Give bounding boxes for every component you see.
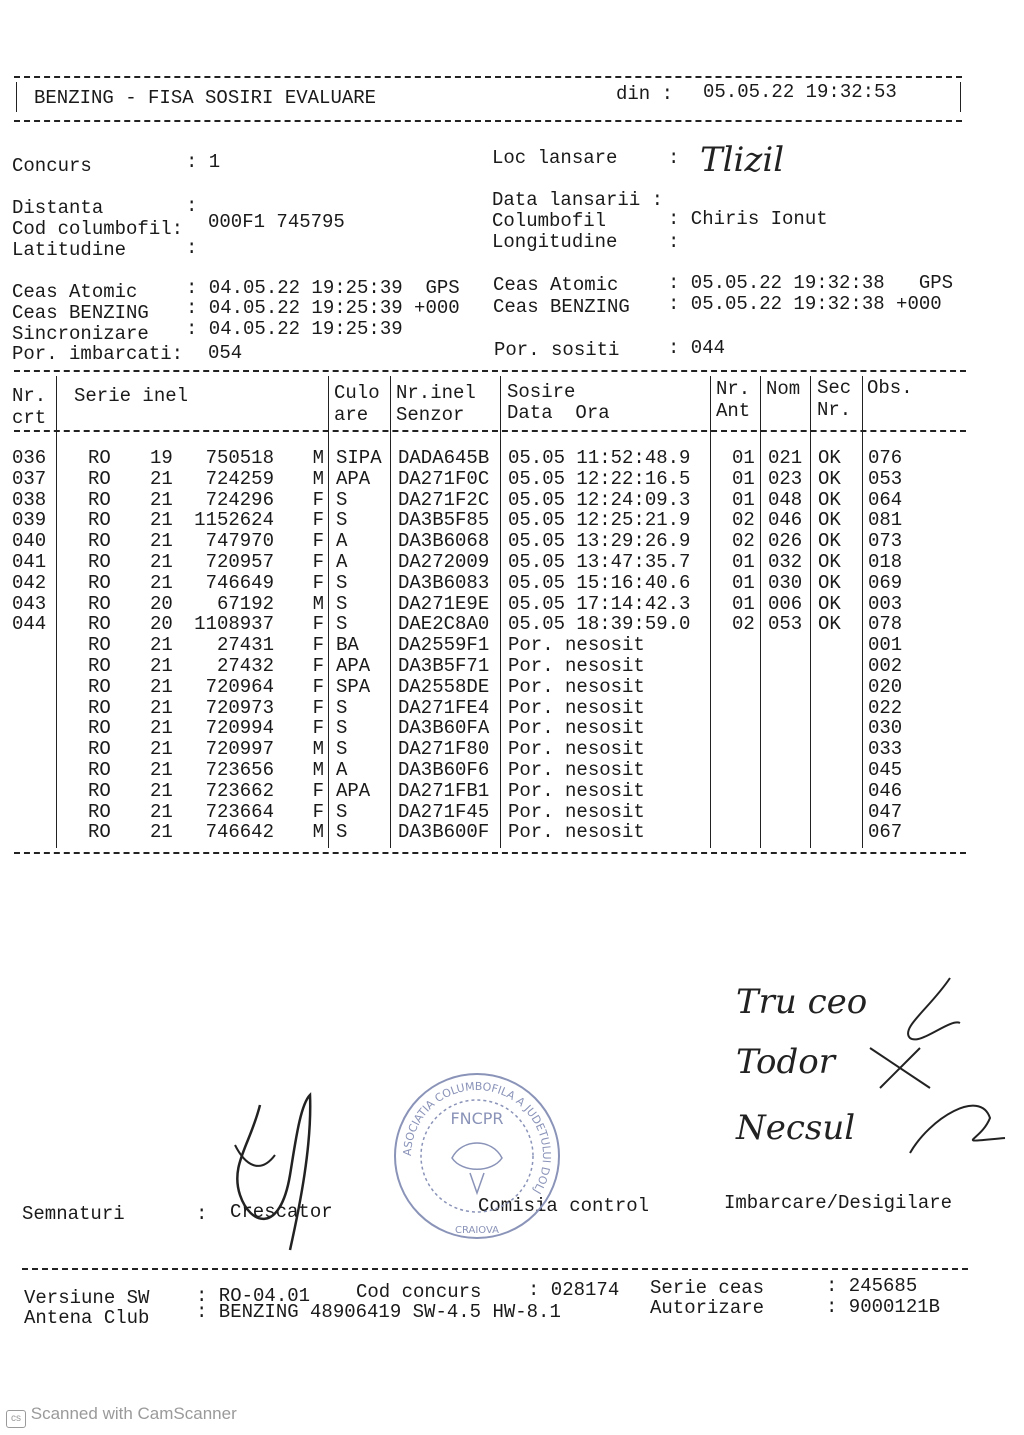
camscanner-text: Scanned with CamScanner [30,1404,237,1423]
cell-culoare: A [336,551,348,573]
cell-sex: F [312,675,324,698]
table-row [0,718,1024,739]
cell-sosire: 05.05 13:29:26.9 [508,530,691,553]
stamp-bottom-text: CRAIOVA [454,1225,500,1236]
sositi-value: : 044 [668,337,726,359]
cell-culoare: S [336,800,348,823]
cell-tara: RO [88,779,111,802]
latitudine-label: Latitudine [12,239,127,261]
cell-senzor: DA3B60FA [398,717,490,740]
cell-sosire: Por. nesosit [508,717,645,740]
stamp-ring-text: ASOCIATIA COLUMBOFILA A JUDETULUI DOLJ [400,1079,554,1197]
serie-ceas-label: Serie ceas [650,1277,765,1299]
cell-sex: M [312,738,324,761]
cell-obs: 069 [868,571,903,594]
cell-senzor: DA271F80 [398,738,490,761]
cell-culoare: S [336,571,348,594]
cell-tara: RO [88,571,111,594]
cell-nr: 1152624 [194,509,274,532]
cell-senzor: DA271F45 [398,800,490,823]
cell-an: 21 [150,800,173,823]
header-left-rule [16,82,17,112]
table-top-rule [14,370,966,372]
cell-senzor: DA2558DE [398,675,490,698]
table-row [0,614,1024,635]
cell-nr: 723662 [205,779,274,802]
cell-sosire: 05.05 13:47:35.7 [508,551,691,573]
cell-tara: RO [88,696,111,719]
table-row [0,760,1024,781]
cell-senzor: DAE2C8A0 [398,613,490,636]
cell-sosire: Por. nesosit [508,634,645,657]
table-row [0,656,1024,677]
col-header-are: are [334,404,369,426]
ceas-benzing-end-label: Ceas BENZING [493,296,630,318]
cell-sex: F [312,800,324,823]
cell-sex: F [312,551,324,573]
col-header-serie-inel: Serie inel [74,385,189,407]
cell-obs: 047 [868,800,903,823]
cell-tara: RO [88,655,111,677]
cell-an: 21 [150,551,173,573]
cell-tara: RO [88,717,111,740]
dove-icon [452,1143,502,1169]
col-header-obs: Obs. [867,377,913,399]
cell-senzor: DADA645B [398,447,490,469]
cell-sosire: 05.05 12:22:16.5 [508,467,691,490]
cell-sex: M [312,467,324,490]
report-date-value: 05.05.22 19:32:53 [703,81,897,103]
imbarcati-label: Por. imbarcati: [12,343,184,365]
cell-nr: 750518 [205,447,274,469]
cell-obs: 076 [868,447,903,469]
col-header-sec-nr: Nr. [817,399,852,421]
cell-nr: 720994 [205,717,274,740]
report-date-label: din : [616,83,674,105]
imbarcare-signature [860,968,1010,1168]
loc-lansare-sep: : [668,147,680,169]
ceas-benzing-start-label: Ceas BENZING [12,302,149,324]
cell-nr: 1108937 [194,613,274,636]
cell-sosire: Por. nesosit [508,779,645,802]
cell-tara: RO [88,613,111,636]
cell-sosire: Por. nesosit [508,821,645,844]
col-header-senzor: Senzor [396,404,465,426]
cell-ant: 01 [732,467,755,490]
cell-culoare: A [336,759,348,781]
latitudine-value: : [186,237,198,259]
cell-culoare: SPA [336,675,371,698]
cell-sex: M [312,759,324,781]
antena-label: Antena Club [24,1307,150,1329]
cell-nr: 724296 [205,488,274,511]
distanta-label: Distanta [12,197,104,219]
cell-sec: OK [818,592,841,615]
col-header-nr: Nr. [12,385,47,407]
cell-ant: 01 [732,592,755,615]
cod-concurs-value: : 028174 [528,1279,620,1301]
cell-culoare: S [336,738,348,761]
col-header-crt: crt [12,407,47,429]
cell-sex: F [312,655,324,677]
cell-obs: 030 [868,717,903,740]
comisia-label: Comisia control [478,1195,650,1217]
cell-culoare: APA [336,467,371,490]
cell-sec: OK [818,571,841,594]
cod-columbofil-label: Cod columbofil: [12,218,184,240]
cell-nr: 27431 [216,634,274,657]
versiune-label: Versiune SW [24,1287,150,1309]
cell-an: 21 [150,530,173,553]
table-row [0,739,1024,760]
cell-sex: F [312,634,324,657]
columbofil-value: : Chiris Ionut [668,208,828,230]
cell-ant: 01 [732,551,755,573]
table-row [0,490,1024,511]
cell-nr: 723664 [205,800,274,823]
cell-an: 21 [150,779,173,802]
cell-sex: F [312,571,324,594]
cell-senzor: DA272009 [398,551,490,573]
table-row [0,698,1024,719]
cell-obs: 053 [868,467,903,490]
cell-tara: RO [88,800,111,823]
table-row [0,802,1024,823]
cell-sosire: Por. nesosit [508,738,645,761]
cell-nr: 724259 [205,467,274,490]
cell-tara: RO [88,509,111,532]
cell-an: 21 [150,821,173,844]
cell-nom: 048 [768,488,803,511]
antena-value: : BENZING 48906419 SW-4.5 HW-8.1 [196,1301,561,1323]
cell-ant: 01 [732,488,755,511]
cell-tara: RO [88,675,111,698]
camscanner-icon: cs [6,1410,26,1428]
table-row [0,448,1024,469]
autorizare-label: Autorizare [650,1297,765,1319]
cell-sex: F [312,530,324,553]
cell-an: 21 [150,634,173,657]
cell-tara: RO [88,551,111,573]
table-row [0,781,1024,802]
cell-sosire: 05.05 18:39:59.0 [508,613,691,636]
cell-sec: OK [818,467,841,490]
cell-tara: RO [88,592,111,615]
table-row [0,552,1024,573]
ceas-atomic-start-value: : 04.05.22 19:25:39 GPS [186,277,460,299]
cell-culoare: SIPA [336,447,382,469]
cell-an: 21 [150,467,173,490]
cell-sosire: Por. nesosit [508,696,645,719]
table-row [0,510,1024,531]
cell-crt: 036 [12,447,47,469]
cell-ant: 02 [732,530,755,553]
cell-obs: 018 [868,551,903,573]
cell-senzor: DA271F0C [398,467,490,490]
cell-obs: 073 [868,530,903,553]
cell-nom: 023 [768,467,803,490]
cell-culoare: APA [336,655,371,677]
cell-an: 20 [150,613,173,636]
cell-crt: 043 [12,592,47,615]
cell-senzor: DA3B5F85 [398,509,490,532]
cell-culoare: S [336,821,348,844]
semnaturi-sep: : [196,1203,208,1225]
cell-obs: 046 [868,779,903,802]
cell-sosire: 05.05 11:52:48.9 [508,447,691,469]
cell-nom: 026 [768,530,803,553]
cell-nom: 053 [768,613,803,636]
cell-senzor: DA271FE4 [398,696,490,719]
imbarcare-label: Imbarcare/Desigilare [724,1192,953,1214]
cell-sex: M [312,592,324,615]
cell-obs: 020 [868,675,903,698]
cell-culoare: S [336,696,348,719]
header-right-rule [960,82,961,112]
cell-nom: 032 [768,551,803,573]
cell-ant: 02 [732,509,755,532]
cell-senzor: DA3B600F [398,821,490,844]
cell-senzor: DA271E9E [398,592,490,615]
distanta-value: : [186,195,198,217]
loc-lansare-handwritten: Tlizil [700,140,785,180]
cell-sosire: Por. nesosit [508,655,645,677]
concurs-value: : 1 [186,151,221,173]
ceas-atomic-end-value: : 05.05.22 19:32:38 GPS [668,272,954,294]
cell-sec: OK [818,530,841,553]
cell-obs: 045 [868,759,903,781]
ceas-atomic-end-label: Ceas Atomic [493,274,619,296]
table-row [0,531,1024,552]
cell-nr: 720957 [205,551,274,573]
cell-crt: 039 [12,509,47,532]
cell-sec: OK [818,551,841,573]
crescator-label: Crescator [230,1201,333,1223]
cell-sec: OK [818,509,841,532]
footer-rule [22,1268,968,1270]
cell-sosire: Por. nesosit [508,759,645,781]
col-header-nr-ant: Nr. [716,378,751,400]
cell-obs: 002 [868,655,903,677]
cell-sosire: Por. nesosit [508,675,645,698]
cell-nr: 720997 [205,738,274,761]
cell-sosire: 05.05 17:14:42.3 [508,592,691,615]
sositi-label: Por. sositi [494,339,620,361]
cell-obs: 001 [868,634,903,657]
cell-senzor: DA3B6083 [398,571,490,594]
cell-an: 21 [150,488,173,511]
table-row [0,469,1024,490]
cell-an: 21 [150,655,173,677]
cell-culoare: S [336,613,348,636]
cell-nr: 720973 [205,696,274,719]
cell-crt: 038 [12,488,47,511]
longitudine-label: Longitudine [492,231,618,253]
ceas-benzing-end-value: : 05.05.22 19:32:38 +000 [668,293,942,315]
club-stamp [392,1068,562,1244]
longitudine-value: : [668,231,680,253]
cell-nr: 746642 [205,821,274,844]
autorizare-value: : 9000121B [826,1296,941,1318]
col-header-sosire: Sosire [507,381,576,403]
cell-culoare: APA [336,779,371,802]
cell-an: 21 [150,696,173,719]
concurs-label: Concurs [12,155,92,177]
cell-tara: RO [88,447,111,469]
cell-culoare: A [336,530,348,553]
loc-lansare-label: Loc lansare [492,147,618,169]
serie-ceas-value: : 245685 [826,1275,918,1297]
cell-nr: 67192 [216,592,274,615]
cell-nom: 021 [768,447,803,469]
col-header-ant: Ant [716,400,751,422]
header-bottom-rule [14,120,962,122]
cell-ant: 02 [732,613,755,636]
cell-crt: 041 [12,551,47,573]
report-title: BENZING - FISA SOSIRI EVALUARE [34,87,377,109]
cell-an: 20 [150,592,173,615]
cell-ant: 01 [732,571,755,594]
stamp-center-text: FNCPR [450,1109,504,1128]
cell-obs: 033 [868,738,903,761]
table-row [0,677,1024,698]
cell-sex: F [312,488,324,511]
cell-an: 21 [150,717,173,740]
cell-an: 21 [150,675,173,698]
cell-an: 21 [150,759,173,781]
cell-sosire: Por. nesosit [508,800,645,823]
ceas-atomic-start-label: Ceas Atomic [12,281,138,303]
cell-nr: 746649 [205,571,274,594]
table-header-rule [14,430,966,432]
table-row [0,635,1024,656]
cell-obs: 078 [868,613,903,636]
cell-obs: 022 [868,696,903,719]
cell-culoare: S [336,509,348,532]
cell-sec: OK [818,613,841,636]
cell-crt: 042 [12,571,47,594]
cell-nom: 006 [768,592,803,615]
cell-tara: RO [88,821,111,844]
cell-an: 21 [150,738,173,761]
cell-culoare: BA [336,634,359,657]
cell-senzor: DA271FB1 [398,779,490,802]
cell-senzor: DA3B6068 [398,530,490,553]
cell-crt: 037 [12,467,47,490]
cell-an: 21 [150,509,173,532]
cell-tara: RO [88,738,111,761]
cell-culoare: S [336,488,348,511]
columbofil-label: Columbofil [492,210,607,232]
cell-obs: 064 [868,488,903,511]
cell-sosire: 05.05 12:25:21.9 [508,509,691,532]
cod-columbofil-value: 000F1 745795 [208,211,345,233]
table-row [0,573,1024,594]
sincronizare-value: : 04.05.22 19:25:39 [186,318,403,340]
cell-an: 21 [150,571,173,594]
cell-senzor: DA271F2C [398,488,490,511]
handwritten-line-1: Tru ceo [736,982,868,1022]
handwritten-line-3: Necsul [736,1108,856,1148]
cell-sex: F [312,613,324,636]
col-header-culo: Culo [334,382,380,404]
table-bottom-rule [14,852,966,854]
semnaturi-label: Semnaturi [22,1203,125,1225]
cell-tara: RO [88,759,111,781]
header-top-rule [14,76,962,78]
table-row [0,822,1024,843]
data-lansarii-label: Data lansarii : [492,189,664,211]
camscanner-watermark [6,1404,237,1428]
cell-obs: 003 [868,592,903,615]
crescator-signature [220,1085,330,1255]
versiune-value: : RO-04.01 [196,1285,311,1307]
handwritten-line-2: Todor [736,1042,835,1082]
cell-senzor: DA3B60F6 [398,759,490,781]
cell-obs: 067 [868,821,903,844]
cell-senzor: DA2559F1 [398,634,490,657]
cell-tara: RO [88,467,111,490]
imbarcati-value: 054 [208,342,243,364]
cell-sex: F [312,509,324,532]
col-header-nr-inel: Nr.inel [396,382,476,404]
cell-tara: RO [88,634,111,657]
cell-nr: 720964 [205,675,274,698]
cell-crt: 040 [12,530,47,553]
cell-sec: OK [818,488,841,511]
col-header-data-ora: Data Ora [507,402,610,424]
cell-tara: RO [88,488,111,511]
cell-sex: F [312,696,324,719]
cell-crt: 044 [12,613,47,636]
cell-senzor: DA3B5F71 [398,655,490,677]
cell-sex: F [312,779,324,802]
col-header-nom: Nom [766,378,801,400]
cell-nom: 030 [768,571,803,594]
cell-culoare: S [336,717,348,740]
cell-an: 19 [150,447,173,469]
cell-tara: RO [88,530,111,553]
cell-sex: F [312,717,324,740]
ceas-benzing-start-value: : 04.05.22 19:25:39 +000 [186,297,460,319]
cell-culoare: S [336,592,348,615]
sincronizare-label: Sincronizare [12,323,149,345]
cell-obs: 081 [868,509,903,532]
table-row [0,594,1024,615]
cell-sec: OK [818,447,841,469]
cell-nr: 27432 [216,655,274,677]
cell-nr: 747970 [205,530,274,553]
col-header-sec: Sec [817,377,852,399]
cod-concurs-label: Cod concurs [356,1281,482,1303]
cell-nr: 723656 [205,759,274,781]
cell-sex: M [312,447,324,469]
cell-sosire: 05.05 12:24:09.3 [508,488,691,511]
cell-ant: 01 [732,447,755,469]
cell-nom: 046 [768,509,803,532]
cell-sex: M [312,821,324,844]
cell-sosire: 05.05 15:16:40.6 [508,571,691,594]
